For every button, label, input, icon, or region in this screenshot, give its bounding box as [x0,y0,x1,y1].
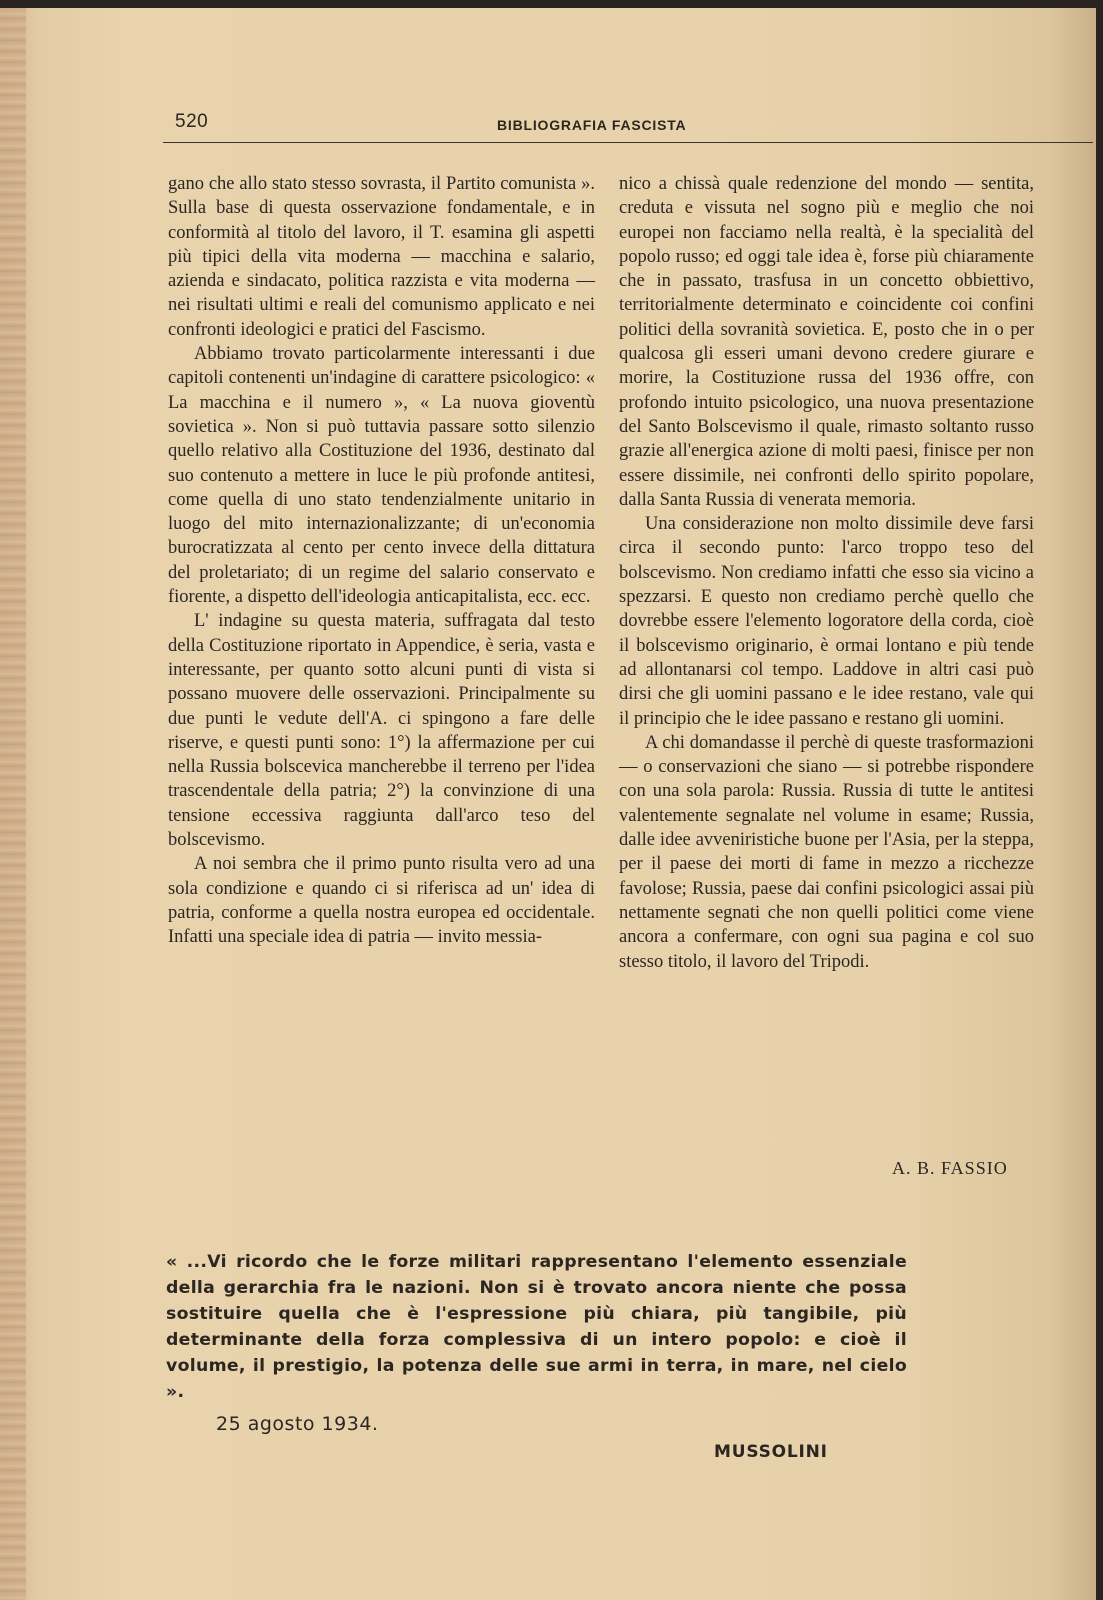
quote-date: 25 agosto 1934. [216,1413,379,1435]
header-rule [163,142,1093,143]
paragraph: L' indagine su questa materia, suffragata dal testo della Costituzione riportato in Appendice, è seria, vasta e interessante, per quanto sotto alcuni punti di vista si possano muovere delle osservazioni. Principalmente su due punti le vedute dell'A. ci spingono a fare delle riserve, e questi punti sono: 1°) la affermazione per cui nella Russia bolscevica mancherebbe il terreno per l'idea trascendentale della patria; 2°) la convinzione di una tensione eccessiva raggiunta dall'arco teso del bolscevismo. [168,611,595,851]
page-number: 520 [175,111,209,132]
paragraph: Abbiamo trovato particolarmente interessanti i due capitoli contenenti un'indagine di carattere psicologico: « La macchina e il numero », « La nuova gioventù sovietica ». Non si può tuttavia passare sotto silenzio quello relativo alla Costituzione del 1936, destinato dal suo contenuto a mettere in luce le più profonde antitesi, come quella di uno stato tendenzialmente unitario in luogo del mito internazionalizzante; di un'economia burocratizzata al cento per cento invece della dittatura del proletariato; di un regime del salario conservato e fiorente, a dispetto dell'ideologia anticapitalista, ecc. ecc. [168,344,595,608]
left-column [168,172,595,950]
paragraph: A chi domandasse il perchè di queste trasformazioni — o conservazioni che siano — si potrebbe rispondere con una sola parola: Russia. Russia di tutte le antitesi valentemente segnalate nel volume in esame; Russia, dalle idee avveniristiche buone per l'Asia, per la steppa, per il paese dei morti di fame in mezzo a ricchezze favolose; Russia, paese dai confini psicologici assai più nettamente segnati che non quelli politici come viene ancora a confermare, con ogni sua pagina e col suo stesso titolo, il lavoro del Tripodi. [619,732,1034,972]
right-column [619,172,1034,974]
book-page [0,8,1096,1600]
paragraph: Una considerazione non molto dissimile deve farsi circa il secondo punto: l'arco troppo teso del bolscevismo. Non crediamo infatti che esso sia vicino a spezzarsi. E questo non crediamo perchè quello che dovrebbe essere l'elemento logoratore della corda, cioè il bolscevismo originario, è ormai lontano e più tende ad allontanarsi col tempo. Laddove in altri casi può dirsi che gli uomini passano e le idee restano, vale qui il principio che le idee passano e restano gli uomini. [619,514,1034,729]
paragraph: gano che allo stato stesso sovrasta, il Partito comunista ». Sulla base di questa osservazione fondamentale, e in conformità al titolo del lavoro, il T. esamina gli aspetti più tipici della vita moderna — macchina e salario, azienda e sindacato, politica razzista e vita moderna — nei risultati ultimi e reali del comunismo applicato e nei confronti ideologici e pratici del Fascismo. [168,174,595,340]
page-binding-edge [0,8,26,1600]
running-head: BIBLIOGRAFIA FASCISTA [497,117,687,133]
quote-text: « ...Vi ricordo che le forze militari rappresentano l'elemento essenziale della gerarchia fra le nazioni. Non si è trovato ancora niente che possa sostituire quella che è l'espressione più chiara, più tangibile, più determinante della forza complessiva di un intero popolo: e cioè il volume, il prestigio, la potenza delle sue armi in terra, in mare, nel cielo ». [166,1252,907,1402]
paragraph: A noi sembra che il primo punto risulta vero ad una sola condizione e quando ci si riferisca ad un' idea di patria, conforme a quella nostra europea ed occidentale. Infatti una speciale idea di patria — invito messia- [168,854,595,948]
quote-author: MUSSOLINI [714,1442,828,1462]
article-signature: A. B. FASSIO [892,1158,1008,1178]
paragraph: nico a chissà quale redenzione del mondo — sentita, creduta e vissuta nel sogno più e meglio che noi europei non facciamo nella realtà, è la specialità del popolo russo; ed oggi tale idea è, forse più chiaramente che in passato, trasfusa in un concetto obbiettivo, territorialmente determinato e coincidente coi confini politici della sovranità sovietica. E, posto che in o per qualcosa gli esseri umani devono credere giurare e morire, la Costituzione russa del 1936 offre, con profondo intuito psicologico, una nuova presentazione del Santo Bolscevismo il quale, rimasto soltanto russo grazie all'energica azione di molti paesi, finisce per non essere dissimile, nei confronti dello spirito popolare, dalla Santa Russia di venerata memoria. [619,174,1034,510]
